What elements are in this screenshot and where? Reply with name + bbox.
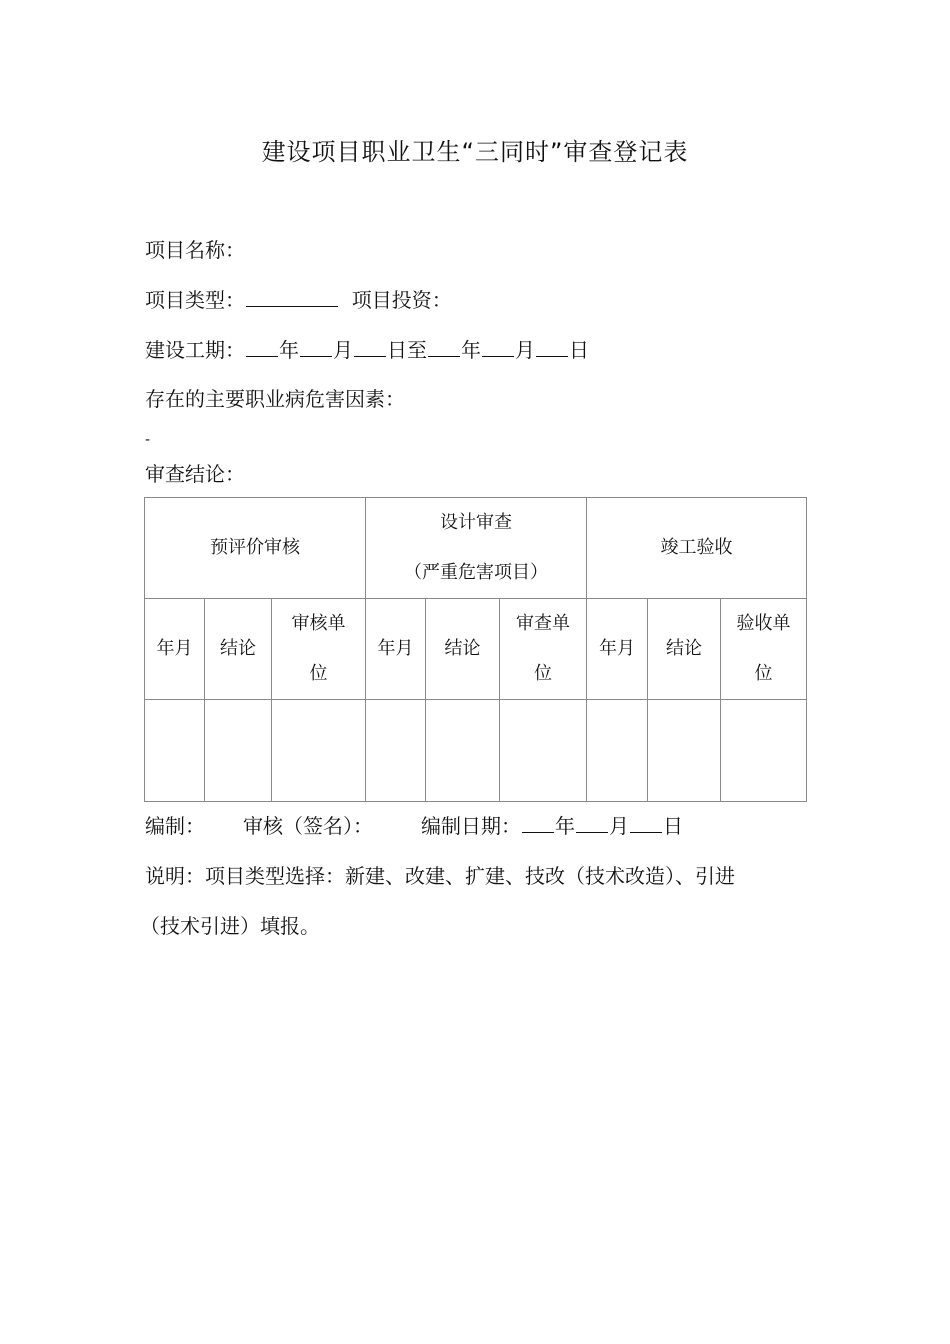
end-day-blank[interactable]: [536, 336, 568, 357]
entry-cell[interactable]: [272, 700, 366, 802]
entry-row: [145, 700, 807, 802]
entry-cell[interactable]: [366, 700, 426, 802]
group-design-label: 设计审查: [440, 512, 512, 533]
sub-header-label: 审查单: [516, 613, 570, 634]
sub-header-label: 验收单: [736, 613, 791, 634]
investment-label: 项目投资：: [351, 288, 452, 312]
note-line-2: （技术引进）填报。: [140, 914, 320, 938]
sub-header-cell: [272, 599, 366, 700]
sub-header-label: 审核单: [291, 613, 346, 634]
project-type-label: 项目类型：: [145, 288, 245, 312]
group-preassessment-label: 预评价审核: [210, 537, 300, 558]
period-label: 建设工期：: [145, 338, 245, 362]
dash-mark: -: [145, 432, 151, 448]
compile-year-unit: 年: [555, 814, 575, 838]
sub-header-label: 结论: [220, 638, 256, 659]
sub-header-cell: [587, 599, 648, 700]
sub-header-label: 结论: [666, 638, 702, 659]
sub-header-label: 年月: [377, 638, 414, 659]
reviewer-label: 审核（签名）：: [243, 814, 373, 838]
sub-header-label: 年月: [156, 638, 193, 659]
start-day-to: 日至: [387, 338, 427, 362]
sub-header-label: 年月: [599, 638, 635, 659]
sub-header-label-2: 位: [309, 663, 328, 684]
entry-cell[interactable]: [721, 700, 807, 802]
hazards-field: [145, 384, 405, 414]
start-month-unit: 月: [333, 338, 353, 362]
start-month-blank[interactable]: [300, 336, 332, 357]
conclusion-label: 审查结论：: [145, 462, 245, 486]
end-year-unit: 年: [461, 338, 481, 362]
entry-cell[interactable]: [426, 700, 500, 802]
project-type-row: [145, 285, 452, 315]
sub-header-cell: [205, 599, 272, 700]
project-type-blank[interactable]: [246, 286, 338, 307]
group-header-row: [145, 498, 807, 599]
entry-cell[interactable]: [500, 700, 587, 802]
sub-header-label-2: 位: [754, 663, 773, 684]
end-month-unit: 月: [515, 338, 535, 362]
project-name-label: 项目名称：: [145, 238, 245, 262]
end-day-unit: 日: [569, 338, 589, 362]
project-name-field: [145, 235, 245, 265]
entry-cell[interactable]: [648, 700, 721, 802]
conclusion-field: [145, 459, 245, 489]
group-design-sublabel: （严重危害项目）: [404, 562, 548, 583]
hazards-label: 存在的主要职业病危害因素：: [145, 387, 405, 411]
group-header-preassessment: [145, 498, 366, 599]
compile-year-blank[interactable]: [522, 812, 554, 833]
compile-day-unit: 日: [663, 814, 683, 838]
compile-date-label: 编制日期：: [421, 814, 521, 838]
end-month-blank[interactable]: [482, 336, 514, 357]
sub-header-cell: [721, 599, 807, 700]
start-year-blank[interactable]: [246, 336, 278, 357]
compile-month-blank[interactable]: [576, 812, 608, 833]
end-year-blank[interactable]: [428, 336, 460, 357]
entry-cell[interactable]: [587, 700, 648, 802]
group-header-design-review: [366, 498, 587, 599]
entry-cell[interactable]: [145, 700, 205, 802]
group-acceptance-label: 竣工验收: [660, 537, 733, 558]
sub-header-cell: [500, 599, 587, 700]
document-title: 建设项目职业卫生“三同时”审查登记表: [261, 138, 689, 166]
sub-header-label: 结论: [444, 638, 481, 659]
sub-header-cell: [366, 599, 426, 700]
compile-month-unit: 月: [609, 814, 629, 838]
sub-header-cell: [426, 599, 500, 700]
construction-period-row: [145, 335, 589, 365]
compiler-label: 编制：: [145, 814, 205, 838]
start-year-unit: 年: [279, 338, 299, 362]
group-header-acceptance: [587, 498, 807, 599]
signature-row: [145, 811, 683, 841]
review-table: [144, 497, 807, 802]
start-day-blank[interactable]: [354, 336, 386, 357]
sub-header-cell: [145, 599, 205, 700]
entry-cell[interactable]: [205, 700, 272, 802]
sub-header-cell: [648, 599, 721, 700]
sub-header-row: [145, 599, 807, 700]
sub-header-label-2: 位: [534, 663, 552, 684]
note-line-1: 说明：项目类型选择：新建、改建、扩建、技改（技术改造）、引进: [145, 864, 735, 888]
compile-day-blank[interactable]: [630, 812, 662, 833]
